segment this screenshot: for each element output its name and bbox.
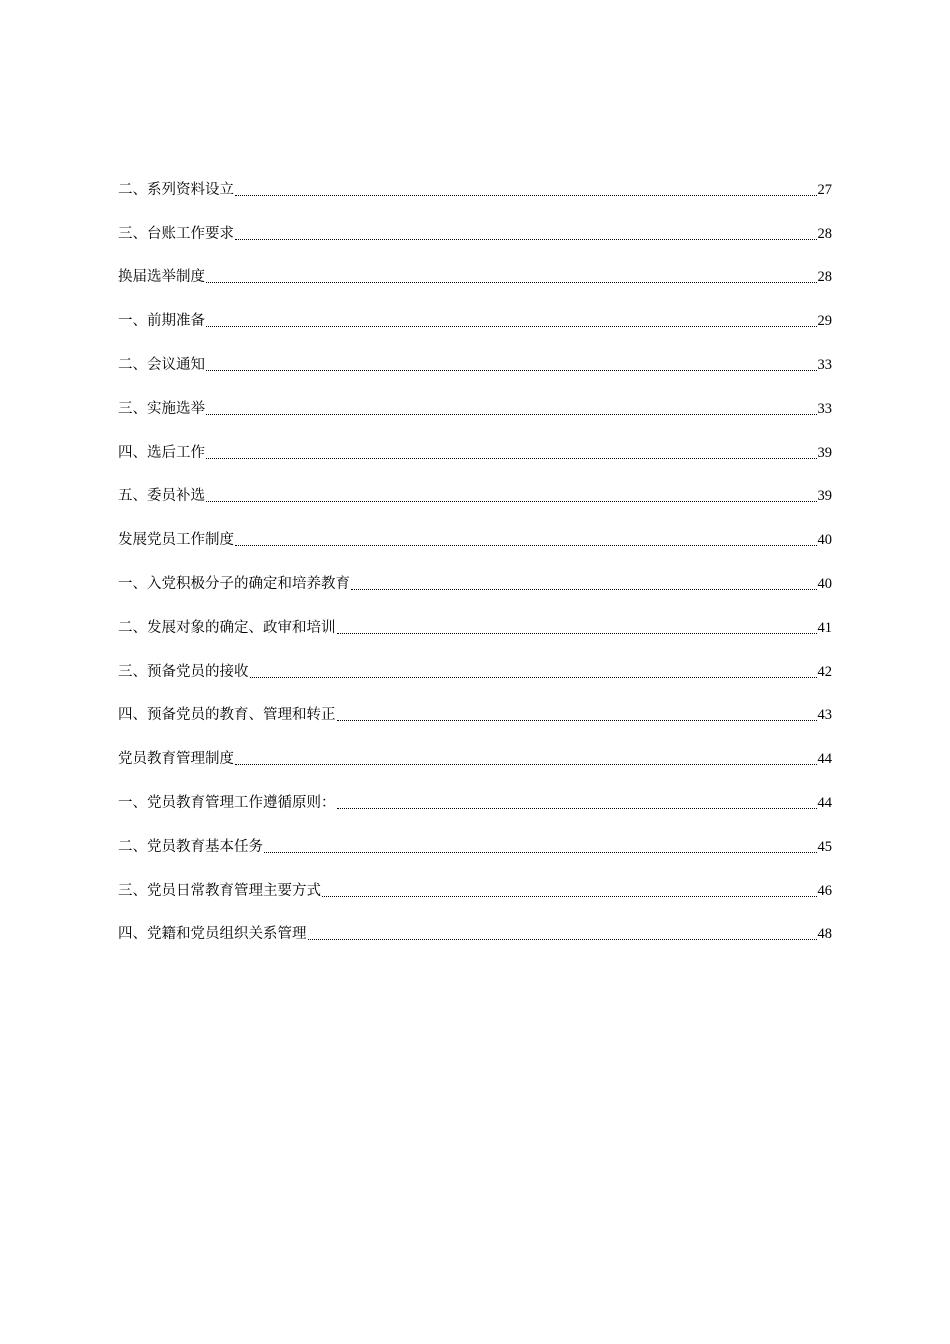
toc-entry-title: 党员教育管理制度 xyxy=(118,751,234,768)
toc-entry-title: 发展党员工作制度 xyxy=(118,532,234,549)
toc-entry-title: 四、预备党员的教育、管理和转正 xyxy=(118,707,336,724)
toc-entry[interactable] xyxy=(118,510,832,554)
toc-entry-title: 一、入党积极分子的确定和培养教育 xyxy=(118,575,350,592)
toc-entry[interactable] xyxy=(118,335,832,379)
toc-dot-leader xyxy=(235,195,817,196)
toc-dot-leader xyxy=(337,633,817,634)
toc-entry-title: 三、党员日常教育管理主要方式 xyxy=(118,882,321,899)
toc-entry-title: 一、党员教育管理工作遵循原则： xyxy=(118,794,336,811)
toc-dot-leader xyxy=(235,545,817,546)
toc-entry-title: 四、党籍和党员组织关系管理 xyxy=(118,926,307,943)
toc-entry-page-number: 42 xyxy=(817,663,832,680)
toc-entry-page-number: 28 xyxy=(817,225,832,242)
toc-entry[interactable] xyxy=(118,905,832,949)
toc-entry-title: 二、党员教育基本任务 xyxy=(118,838,263,855)
toc-entry-page-number: 28 xyxy=(817,269,832,286)
toc-entry-title: 二、会议通知 xyxy=(118,356,205,373)
toc-entry[interactable] xyxy=(118,686,832,730)
toc-entry[interactable] xyxy=(118,773,832,817)
toc-entry-title: 五、委员补选 xyxy=(118,488,205,505)
toc-entry-title: 三、实施选举 xyxy=(118,400,205,417)
toc-entry-page-number: 27 xyxy=(817,181,832,198)
toc-dot-leader xyxy=(206,370,817,371)
toc-entry-page-number: 46 xyxy=(817,882,832,899)
toc-entry-title: 换届选举制度 xyxy=(118,269,205,286)
toc-dot-leader xyxy=(250,677,817,678)
toc-entry[interactable] xyxy=(118,291,832,335)
toc-entry-page-number: 29 xyxy=(817,313,832,330)
toc-entry-title: 三、预备党员的接收 xyxy=(118,663,249,680)
toc-entry-page-number: 33 xyxy=(817,356,832,373)
toc-entry-page-number: 40 xyxy=(817,575,832,592)
toc-dot-leader xyxy=(206,501,817,502)
toc-dot-leader xyxy=(337,808,817,809)
toc-entry[interactable] xyxy=(118,598,832,642)
toc-entry[interactable] xyxy=(118,379,832,423)
toc-dot-leader xyxy=(206,458,817,459)
toc-entry[interactable] xyxy=(118,160,832,204)
toc-entry[interactable] xyxy=(118,642,832,686)
toc-entry-page-number: 39 xyxy=(817,444,832,461)
toc-dot-leader xyxy=(235,764,817,765)
toc-dot-leader xyxy=(308,939,817,940)
toc-dot-leader xyxy=(206,414,817,415)
toc-dot-leader xyxy=(206,282,817,283)
table-of-contents xyxy=(118,160,832,948)
toc-entry[interactable] xyxy=(118,554,832,598)
toc-entry-page-number: 48 xyxy=(817,926,832,943)
toc-entry-page-number: 33 xyxy=(817,400,832,417)
toc-entry[interactable] xyxy=(118,248,832,292)
toc-entry-page-number: 45 xyxy=(817,838,832,855)
toc-entry-page-number: 43 xyxy=(817,707,832,724)
toc-entry-page-number: 40 xyxy=(817,532,832,549)
toc-dot-leader xyxy=(322,896,817,897)
toc-dot-leader xyxy=(206,326,817,327)
toc-entry-page-number: 39 xyxy=(817,488,832,505)
toc-entry[interactable] xyxy=(118,861,832,905)
toc-dot-leader xyxy=(264,852,817,853)
toc-entry-page-number: 41 xyxy=(817,619,832,636)
toc-entry-title: 二、系列资料设立 xyxy=(118,181,234,198)
toc-entry[interactable] xyxy=(118,817,832,861)
toc-dot-leader xyxy=(235,239,817,240)
toc-entry-page-number: 44 xyxy=(817,751,832,768)
toc-entry-title: 四、选后工作 xyxy=(118,444,205,461)
toc-entry-page-number: 44 xyxy=(817,794,832,811)
toc-dot-leader xyxy=(351,589,817,590)
toc-entry-title: 一、前期准备 xyxy=(118,313,205,330)
toc-entry[interactable] xyxy=(118,204,832,248)
toc-entry[interactable] xyxy=(118,467,832,511)
toc-dot-leader xyxy=(337,720,817,721)
toc-entry-title: 二、发展对象的确定、政审和培训 xyxy=(118,619,336,636)
toc-entry[interactable] xyxy=(118,729,832,773)
toc-entry[interactable] xyxy=(118,423,832,467)
toc-entry-title: 三、台账工作要求 xyxy=(118,225,234,242)
